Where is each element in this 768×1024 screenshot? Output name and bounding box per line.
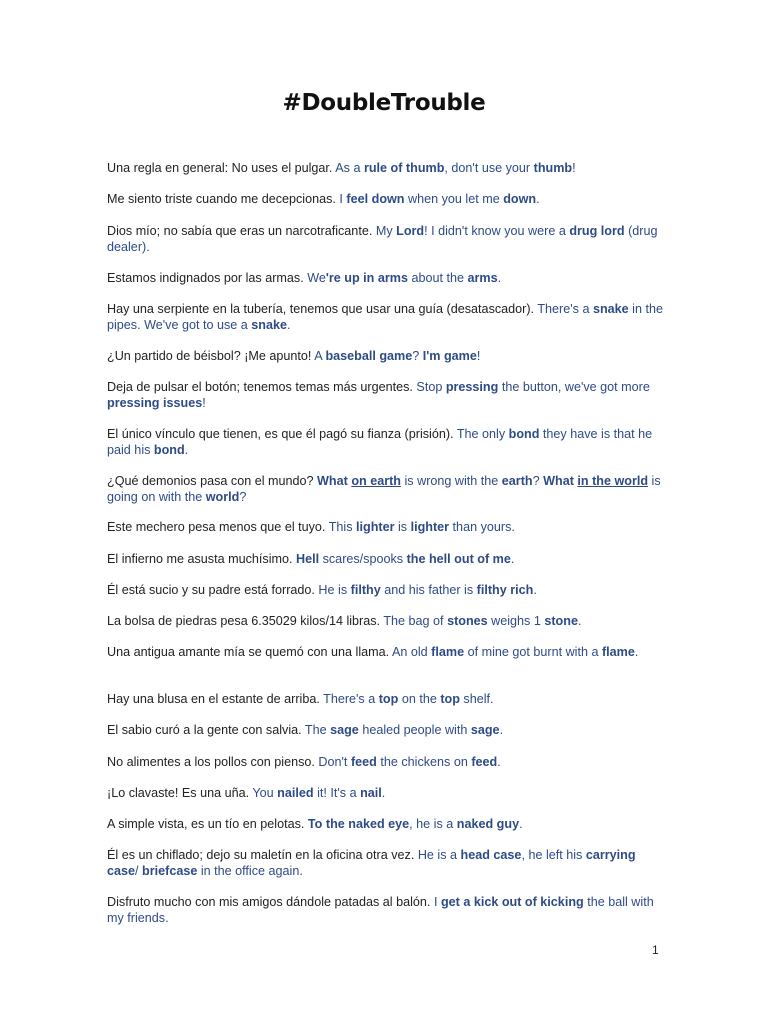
spanish-sentence: Hay una serpiente en la tubería, tenemos que usar una guía (desatascador).	[107, 302, 535, 316]
english-text: .	[519, 817, 523, 831]
english-sentence	[307, 271, 501, 285]
english-text: scares/spooks	[319, 552, 407, 566]
paragraph-8	[107, 426, 667, 458]
english-sentence	[335, 161, 575, 175]
spanish-sentence: Él está sucio y su padre está forrado.	[107, 583, 315, 597]
spanish-sentence: Disfruto mucho con mis amigos dándole patadas al balón.	[107, 895, 431, 909]
english-text: He is	[318, 583, 351, 597]
highlighted-phrase: drug lord	[569, 224, 625, 238]
highlighted-phrase: sage	[330, 723, 359, 737]
highlighted-phrase: flame	[601, 645, 635, 659]
spanish-sentence: Me siento triste cuando me decepcionas.	[107, 192, 336, 206]
document-title: #DoubleTrouble	[282, 90, 486, 116]
english-text: .	[381, 786, 386, 800]
english-text: than yours.	[449, 520, 515, 534]
paragraph-19	[107, 816, 667, 832]
paragraph-18	[107, 785, 667, 801]
english-sentence	[252, 786, 385, 800]
english-text: the ball with my friends.	[107, 895, 654, 925]
english-text: in the office again.	[197, 864, 303, 878]
highlighted-phrase: feel down	[346, 192, 405, 206]
english-text: is going on with the	[107, 474, 661, 504]
highlighted-phrase: top	[378, 692, 399, 706]
highlighted-phrase: To the naked eye	[307, 817, 410, 831]
english-text: An old	[391, 645, 432, 659]
paragraph-2	[107, 191, 667, 207]
english-text: ?	[239, 490, 247, 504]
highlighted-phrase: thumb	[533, 161, 573, 175]
english-text: the button, we've got more	[498, 380, 650, 394]
english-text: (drug dealer).	[107, 224, 658, 254]
english-text: He is a	[417, 848, 461, 862]
english-text: .	[536, 192, 540, 206]
english-text: , he left his	[521, 848, 586, 862]
english-text: I	[339, 192, 347, 206]
spanish-sentence: Hay una blusa en el estante de arriba.	[107, 692, 320, 706]
english-text: , don't use your	[444, 161, 534, 175]
english-text: My	[375, 224, 397, 238]
highlighted-phrase: filthy rich	[476, 583, 534, 597]
english-text: .	[497, 271, 502, 285]
english-text: and his father is	[380, 583, 477, 597]
highlighted-phrase: rule of thumb	[363, 161, 445, 175]
highlighted-phrase: feed	[350, 755, 377, 769]
english-text: .	[634, 645, 639, 659]
spanish-sentence: No alimentes a los pollos con pienso.	[107, 755, 315, 769]
highlighted-phrase: Hell	[295, 552, 320, 566]
english-text: it! It's a	[313, 786, 361, 800]
highlighted-phrase: stones	[447, 614, 488, 628]
highlighted-phrase: feed	[471, 755, 498, 769]
spanish-sentence: Estamos indignados por las armas.	[107, 271, 304, 285]
english-sentence	[308, 817, 523, 831]
english-text: ?	[532, 474, 544, 488]
spanish-sentence: El infierno me asusta muchísimo.	[107, 552, 293, 566]
english-sentence	[318, 583, 536, 597]
highlighted-phrase: in the world	[577, 474, 649, 488]
paragraph-10	[107, 519, 667, 535]
english-text: !	[572, 161, 576, 175]
spanish-sentence: La bolsa de piedras pesa 6.35029 kilos/14 libras.	[107, 614, 381, 628]
english-text: in the pipes. We've got to use a	[107, 302, 663, 332]
highlighted-phrase: flame	[431, 645, 465, 659]
english-sentence	[339, 192, 539, 206]
english-text: is wrong with the	[401, 474, 502, 488]
highlighted-phrase: briefcase	[142, 864, 198, 878]
english-sentence	[296, 552, 514, 566]
spanish-sentence: Dios mío; no sabía que eras un narcotraficante.	[107, 224, 373, 238]
paragraph-1	[107, 160, 667, 176]
english-text: !	[476, 349, 481, 363]
highlighted-phrase: on earth	[351, 474, 401, 488]
page-number: 1	[652, 943, 659, 957]
highlighted-phrase: What	[317, 474, 352, 488]
english-text: ?	[412, 349, 423, 363]
paragraph-13	[107, 613, 667, 629]
highlighted-phrase: What	[543, 474, 578, 488]
paragraph-3	[107, 223, 667, 255]
english-text: As a	[335, 161, 364, 175]
spanish-sentence: ¡Lo clavaste! Es una uña.	[107, 786, 250, 800]
paragraph-12	[107, 582, 667, 598]
spanish-sentence: El sabio curó a la gente con salvia.	[107, 723, 302, 737]
highlighted-phrase: nailed	[277, 786, 314, 800]
english-text: .	[499, 723, 504, 737]
english-sentence	[318, 755, 500, 769]
paragraph-16	[107, 722, 667, 738]
english-text: Don't	[318, 755, 351, 769]
english-text: I	[433, 895, 441, 909]
english-text: Stop	[416, 380, 446, 394]
highlighted-phrase: carrying case	[107, 848, 636, 878]
paragraph-5	[107, 301, 667, 333]
paragraph-21	[107, 894, 667, 926]
spanish-sentence: Una antigua amante mía se quemó con una llama.	[107, 645, 390, 659]
highlighted-phrase: down	[503, 192, 537, 206]
english-text: The	[304, 723, 331, 737]
paragraph-20	[107, 847, 667, 879]
spanish-sentence: Una regla en general: No uses el pulgar.	[107, 161, 333, 175]
highlighted-phrase: bond	[153, 443, 185, 457]
paragraph-11	[107, 551, 667, 567]
paragraph-9	[107, 473, 667, 505]
english-text: !	[202, 396, 206, 410]
english-text: There's a	[537, 302, 593, 316]
paragraph-6	[107, 348, 667, 364]
highlighted-phrase: bond	[508, 427, 540, 441]
highlighted-phrase: 're up in arms	[325, 271, 408, 285]
english-text: We	[307, 271, 326, 285]
highlighted-phrase: sage	[470, 723, 500, 737]
highlighted-phrase: pressing issues	[107, 396, 203, 410]
highlighted-phrase: top	[440, 692, 460, 706]
highlighted-phrase: filthy	[350, 583, 381, 597]
highlighted-phrase: earth	[501, 474, 533, 488]
highlighted-phrase: lighter	[356, 520, 395, 534]
paragraph-14	[107, 644, 667, 660]
highlighted-phrase: snake	[592, 302, 629, 316]
highlighted-phrase: baseball game	[325, 349, 413, 363]
english-sentence	[314, 349, 480, 363]
english-text: .	[510, 552, 515, 566]
english-text: The bag of	[383, 614, 448, 628]
highlighted-phrase: naked guy	[456, 817, 520, 831]
english-sentence	[323, 692, 493, 706]
english-text: the chickens on	[376, 755, 472, 769]
english-text: This	[328, 520, 356, 534]
highlighted-phrase: Lord	[396, 224, 425, 238]
highlighted-phrase: pressing	[445, 380, 499, 394]
highlighted-phrase: arms	[467, 271, 498, 285]
english-sentence	[392, 645, 638, 659]
english-text: /	[135, 864, 143, 878]
english-text: of mine got burnt with a	[464, 645, 602, 659]
highlighted-phrase: snake	[251, 318, 288, 332]
english-text: .	[287, 318, 291, 332]
english-text: The only	[456, 427, 509, 441]
english-text: .	[497, 755, 501, 769]
paragraph-7	[107, 379, 667, 411]
english-text: .	[577, 614, 582, 628]
highlighted-phrase: lighter	[410, 520, 450, 534]
english-sentence	[305, 723, 503, 737]
spanish-sentence: Él es un chiflado; dejo su maletín en la oficina otra vez.	[107, 848, 415, 862]
spanish-sentence: ¿Qué demonios pasa con el mundo?	[107, 474, 314, 488]
highlighted-phrase: world	[205, 490, 240, 504]
spanish-sentence: ¿Un partido de béisbol? ¡Me apunto!	[107, 349, 312, 363]
english-text: A	[314, 349, 326, 363]
english-text: There's a	[323, 692, 379, 706]
english-text: ! I didn't know you were a	[424, 224, 570, 238]
spanish-sentence: El único vínculo que tienen, es que él pagó su fianza (prisión).	[107, 427, 454, 441]
english-text: , he is a	[409, 817, 457, 831]
paragraph-4	[107, 270, 667, 286]
english-text: is	[394, 520, 411, 534]
english-sentence	[329, 520, 515, 534]
highlighted-phrase: get a kick out of kicking	[440, 895, 584, 909]
english-text: shelf.	[459, 692, 494, 706]
paragraph-17	[107, 754, 667, 770]
english-text: healed people with	[358, 723, 471, 737]
highlighted-phrase: the hell out of me	[406, 552, 511, 566]
english-text: .	[184, 443, 189, 457]
english-text: when you let me	[404, 192, 504, 206]
highlighted-phrase: head case	[460, 848, 522, 862]
highlighted-phrase: I'm game	[422, 349, 477, 363]
highlighted-phrase: nail	[360, 786, 382, 800]
spanish-sentence: A simple vista, es un tío en pelotas.	[107, 817, 305, 831]
english-text: they have is that he paid his	[107, 427, 653, 457]
highlighted-phrase: stone	[544, 614, 578, 628]
english-text: on the	[398, 692, 441, 706]
spanish-sentence: Este mechero pesa menos que el tuyo.	[107, 520, 326, 534]
english-sentence	[383, 614, 581, 628]
english-text: .	[533, 583, 537, 597]
spanish-sentence: Deja de pulsar el botón; tenemos temas más urgentes.	[107, 380, 413, 394]
english-text: You	[252, 786, 278, 800]
english-text: weighs 1	[487, 614, 545, 628]
paragraph-15	[107, 691, 667, 707]
english-text: about the	[407, 271, 468, 285]
